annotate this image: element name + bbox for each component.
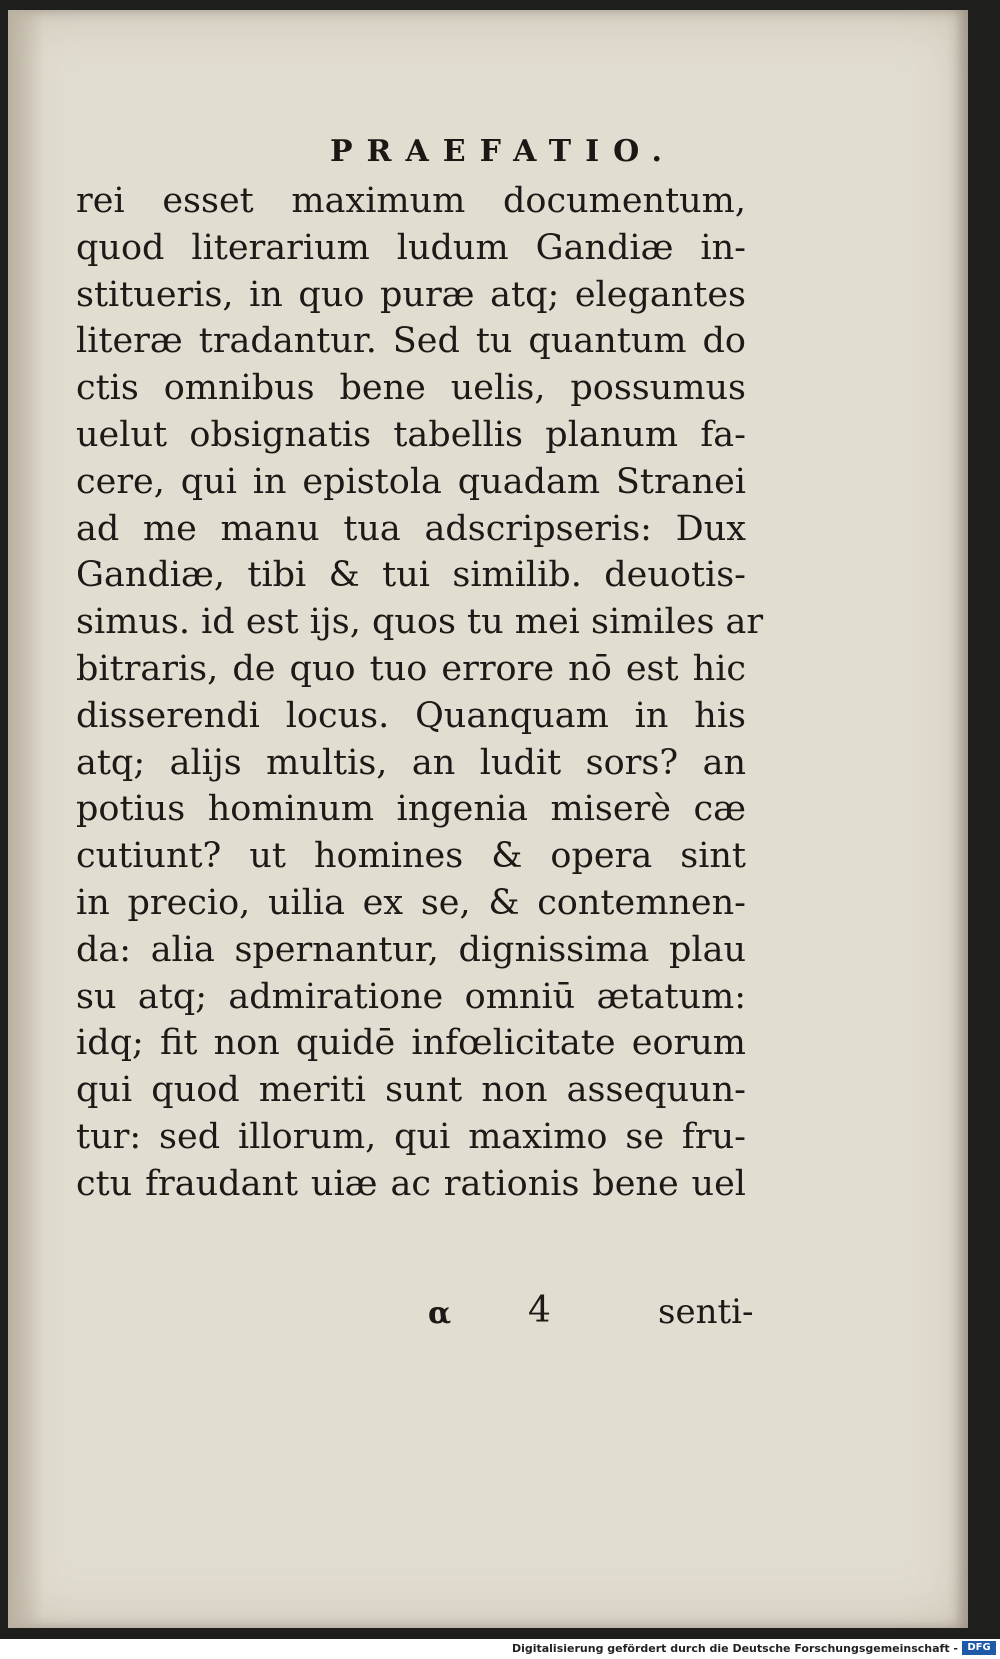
text-block bbox=[76, 178, 766, 1208]
text-line: quod literarium ludum Gandiæ in- bbox=[76, 227, 746, 268]
catchword: senti- bbox=[658, 1292, 754, 1332]
text-line: ctu fraudant uiæ ac rationis bene uel bbox=[76, 1163, 746, 1204]
gutter-shadow bbox=[8, 10, 44, 1628]
text-line: atq; alijs multis, an ludit sors? an bbox=[76, 742, 746, 783]
text-line: ad me manu tua adscripseris: Dux bbox=[76, 508, 746, 549]
text-line: su atq; admiratione omniū ætatum: bbox=[76, 976, 746, 1017]
dfg-logo: DFG bbox=[962, 1641, 996, 1655]
text-line: bitraris, de quo tuo errore nō est hic bbox=[76, 648, 746, 689]
text-line: da: alia spernantur, dignissima plau bbox=[76, 929, 746, 970]
text-line: ctis omnibus bene uelis, possumus bbox=[76, 368, 746, 409]
signature-number: 4 bbox=[528, 1290, 551, 1331]
text-line: stitueris, in quo puræ atq; elegantes bbox=[76, 274, 746, 315]
book-page bbox=[8, 10, 968, 1628]
running-head: PRAEFATIO. bbox=[330, 134, 676, 169]
footer-credit: Digitalisierung gefördert durch die Deutsche Forschungsgemeinschaft - bbox=[511, 1642, 958, 1655]
text-line: idq; fit non quidē infœlicitate eorum bbox=[76, 1023, 746, 1064]
text-line: rei esset maximum documentum, bbox=[76, 181, 746, 221]
text-line: Gandiæ, tibi & tui similib. deuotis- bbox=[76, 555, 746, 596]
text-line: in precio, uilia ex se, & contemnen- bbox=[76, 882, 746, 923]
text-line: cutiunt? ut homines & opera sint bbox=[76, 836, 746, 877]
signature-mark: α bbox=[428, 1296, 452, 1331]
signature-line bbox=[428, 1290, 768, 1340]
text-line: qui quod meriti sunt non assequun- bbox=[76, 1070, 746, 1111]
text-line: cere, qui in epistola quadam Stranei bbox=[76, 461, 746, 502]
text-line: literæ tradantur. Sed tu quantum do bbox=[76, 321, 746, 362]
text-line: disserendi locus. Quanquam in his bbox=[76, 695, 746, 736]
text-line: simus. id est ijs, quos tu mei similes ar bbox=[76, 602, 764, 643]
text-line: potius hominum ingenia miserè cæ bbox=[76, 789, 746, 830]
text-line: uelut obsignatis tabellis planum fa- bbox=[76, 414, 746, 455]
text-line: tur: sed illorum, qui maximo se fru- bbox=[76, 1116, 746, 1157]
